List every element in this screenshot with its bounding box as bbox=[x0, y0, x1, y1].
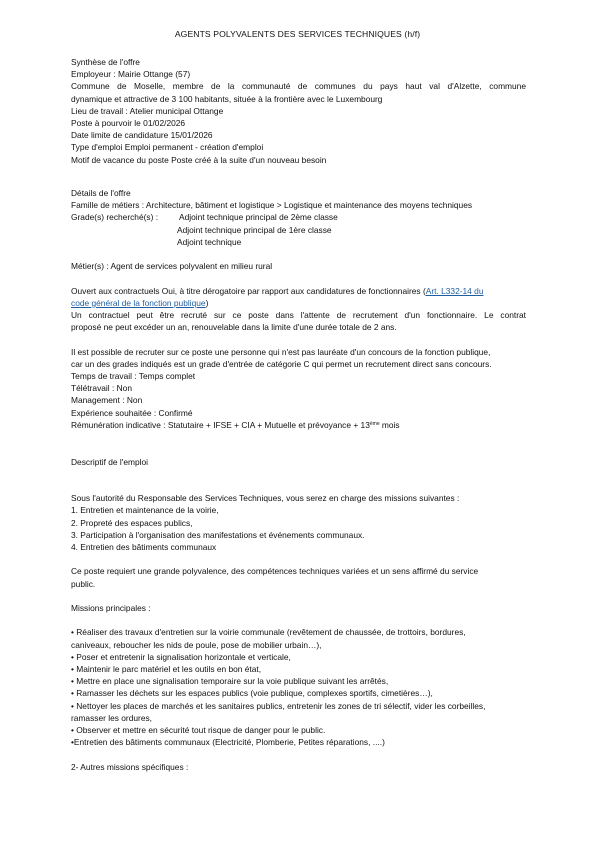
synthese-section bbox=[71, 56, 526, 166]
details-section bbox=[71, 187, 526, 431]
grade-item: Adjoint technique principal de 1ère classe bbox=[177, 224, 332, 235]
mission-list-item: 2. Propreté des espaces publics, bbox=[71, 517, 193, 528]
polyvalence-line1: Ce poste requiert une grande polyvalence, des compétences techniques variées et un sens affirmé du service bbox=[71, 566, 479, 577]
commune-description-line1: Commune de Moselle, membre de la communauté de communes du pays haut val d'Alzette, commune bbox=[71, 81, 526, 92]
contractuels-line1 bbox=[71, 285, 526, 297]
article-link[interactable]: Art. L332-14 du bbox=[425, 285, 484, 296]
famille-metiers: Famille de métiers : Architecture, bâtiment et logistique > Logistique et maintenance des moyens techniques bbox=[71, 200, 473, 211]
contractuels-line2 bbox=[71, 297, 526, 309]
descriptif-section bbox=[71, 456, 526, 773]
contrat-line2: proposé ne peut excéder un an, renouvelable dans la limite d'une durée totale de 2 ans. bbox=[71, 322, 397, 333]
missions-principales-heading: Missions principales : bbox=[71, 603, 151, 613]
poste-a-pourvoir: Poste à pourvoir le 01/02/2026 bbox=[71, 118, 186, 129]
descriptif-heading: Descriptif de l'emploi bbox=[71, 457, 149, 467]
commune-description-line2: dynamique et attractive de 3 100 habitants, située à la frontière avec le Luxembourg bbox=[71, 93, 383, 104]
synthese-heading: Synthèse de l'offre bbox=[71, 57, 140, 67]
mission-principale-item: ramasser les ordures, bbox=[71, 712, 152, 723]
mission-principale-item: • Ramasser les déchets sur les espaces publics (voie publique, complexes sportifs, cimetières…), bbox=[71, 688, 433, 699]
employeur: Employeur : Mairie Ottange (57) bbox=[71, 69, 191, 80]
mission-principale-item: caniveaux, reboucher les nids de poule, pose de mobilier urbain…), bbox=[71, 639, 322, 650]
grades-label: Grade(s) recherché(s) : bbox=[71, 212, 159, 223]
temps-de-travail: Temps de travail : Temps complet bbox=[71, 371, 196, 381]
mission-list-item: 3. Participation à l'organisation des manifestations et événements communaux. bbox=[71, 529, 365, 540]
recruter-line1: Il est possible de recruter sur ce poste une personne qui n'est pas lauréate d'un concours de la fonction publique, bbox=[71, 346, 491, 357]
descriptif-intro: Sous l'autorité du Responsable des Services Techniques, vous serez en charge des missions suivantes : bbox=[71, 493, 460, 504]
teletravail: Télétravail : Non bbox=[71, 383, 132, 394]
code-general-link[interactable]: code général de la fonction publique bbox=[71, 297, 206, 308]
metiers: Métier(s) : Agent de services polyvalent en milieu rural bbox=[71, 261, 273, 272]
remuneration bbox=[71, 419, 526, 431]
grades-row bbox=[71, 211, 526, 223]
remuneration-text: Rémunération indicative : Statutaire + IFSE + CIA + Mutuelle et prévoyance + 13 bbox=[71, 419, 370, 430]
mission-principale-item: • Observer et mettre en sécurité tout risque de danger pour le public. bbox=[71, 725, 326, 736]
remuneration-sup: ème bbox=[369, 420, 380, 427]
lieu-de-travail: Lieu de travail : Atelier municipal Ottange bbox=[71, 105, 224, 116]
grade-item: Adjoint technique bbox=[177, 236, 242, 247]
contractuels-close: ) bbox=[205, 297, 209, 308]
grade-item: Adjoint technique principal de 2ème classe bbox=[179, 212, 338, 223]
contrat-line1: Un contractuel peut être recruté sur ce poste dans l'attente de recrutement d'un fonctionnaire. Le contrat bbox=[71, 310, 526, 320]
mission-principale-item: • Réaliser des travaux d'entretien sur la voirie communale (revêtement de chaussée, de trottoirs, bordures, bbox=[71, 627, 466, 638]
mission-list-item: 4. Entretien des bâtiments communaux bbox=[71, 542, 217, 553]
mission-principale-item: •Entretien des bâtiments communaux (Electricité, Plomberie, Petites réparations, ....) bbox=[71, 737, 385, 748]
polyvalence-line2: public. bbox=[71, 578, 96, 589]
type-emploi: Type d'emploi Emploi permanent - création d'emploi bbox=[71, 142, 264, 153]
recruter-line2: car un des grades indiqués est un grade d'entrée de catégorie C qui permet un recrutement direct sans concours. bbox=[71, 358, 492, 369]
page-title: AGENTS POLYVALENTS DES SERVICES TECHNIQUES (h/f) bbox=[174, 29, 421, 39]
motif-vacance: Motif de vacance du poste Poste créé à la suite d'un nouveau besoin bbox=[71, 154, 327, 165]
experience: Expérience souhaitée : Confirmé bbox=[71, 407, 193, 418]
contractuels-text: Ouvert aux contractuels Oui, à titre dérogatoire par rapport aux candidatures de fonctionnaires ( bbox=[71, 285, 426, 296]
remuneration-end: mois bbox=[379, 419, 400, 430]
details-heading: Détails de l'offre bbox=[71, 188, 131, 198]
mission-principale-item: • Poser et entretenir la signalisation horizontale et verticale, bbox=[71, 651, 291, 662]
mission-principale-item: • Maintenir le parc matériel et les outils en bon état, bbox=[71, 664, 262, 674]
management: Management : Non bbox=[71, 395, 143, 406]
date-limite-candidature: Date limite de candidature 15/01/2026 bbox=[71, 130, 213, 141]
mission-list-item: 1. Entretien et maintenance de la voirie, bbox=[71, 505, 219, 516]
mission-principale-item: • Mettre en place une signalisation temporaire sur la voie publique suivant les arrêtés, bbox=[71, 676, 389, 687]
autres-missions-heading: 2- Autres missions spécifiques : bbox=[71, 761, 189, 772]
mission-principale-item: • Nettoyer les places de marchés et les sanitaires publics, entretenir les zones de tri sélectif, vider les corbeilles, bbox=[71, 700, 486, 711]
